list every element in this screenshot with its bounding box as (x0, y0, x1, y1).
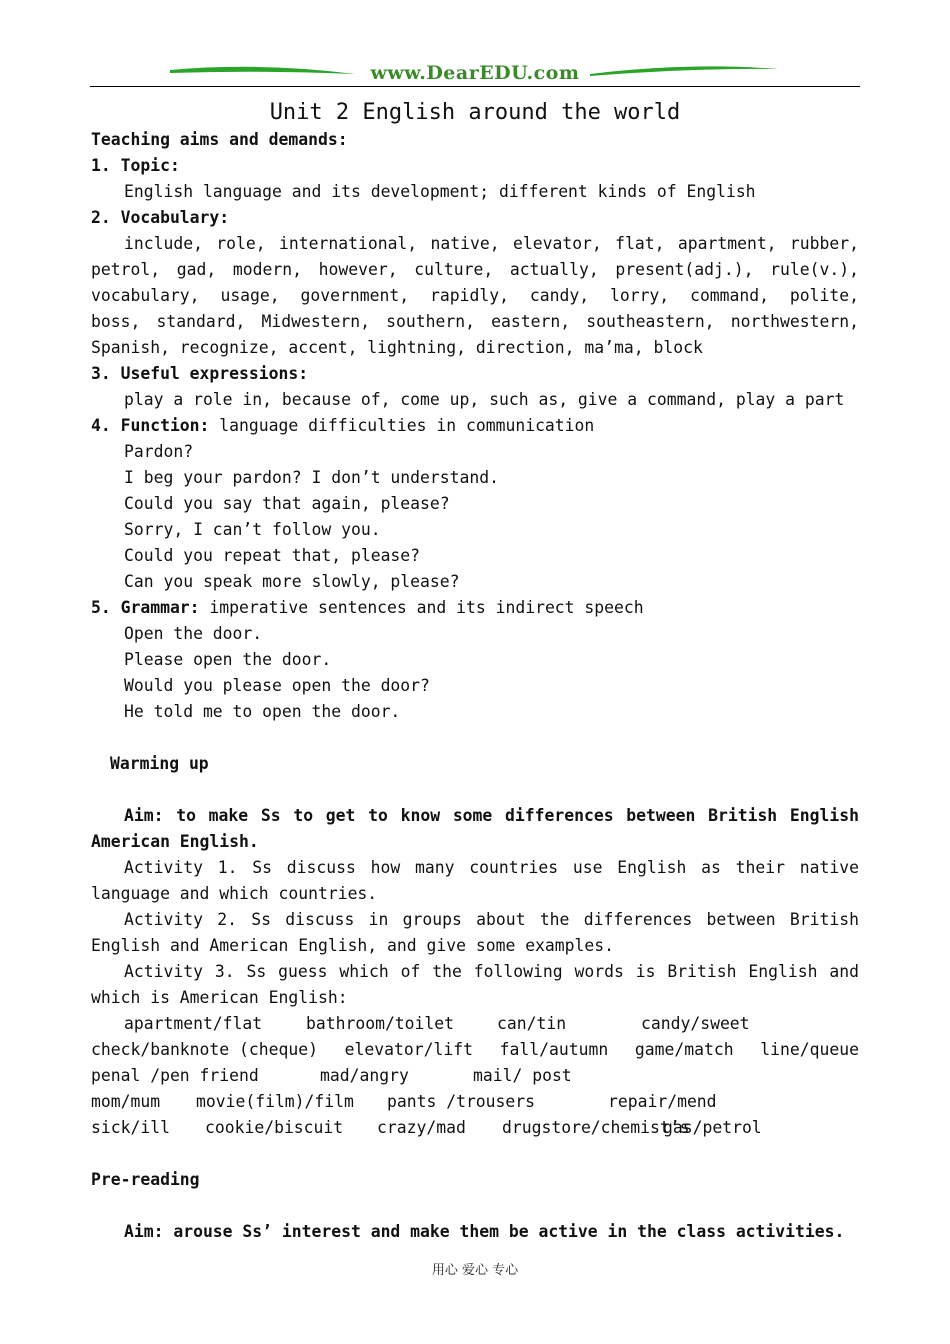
word-pair: mail/ post (473, 1066, 572, 1085)
word-pair: game/match (634, 1040, 734, 1059)
grammar-label: 5. Grammar: (91, 598, 200, 617)
function-label: 4. Function: (91, 416, 210, 435)
word-pair: mad/angry (320, 1066, 409, 1085)
page-footer: 用心 爱心 专心 (431, 1263, 519, 1278)
word-pair: penal /pen friend (91, 1066, 259, 1085)
grammar-example: He told me to open the door. (124, 702, 401, 721)
warming-aim: American English. (91, 832, 259, 851)
site-logo-text[interactable]: www.DearEDU.com (370, 62, 580, 84)
word-pair: crazy/mad (377, 1118, 466, 1137)
function-example: Pardon? (124, 442, 194, 461)
activity-text: English and American English, and give some examples. (91, 936, 615, 955)
word-pair: line/queue (760, 1040, 859, 1059)
word-pair: mom/mum (91, 1092, 161, 1111)
grammar-example: Would you please open the door? (124, 676, 430, 695)
word-pair: candy/sweet (641, 1014, 750, 1033)
vocab-line: Spanish, recognize, accent, lightning, direction, ma’ma, block (91, 338, 703, 357)
word-pair: elevator/lift (344, 1040, 473, 1059)
grammar-example: Please open the door. (124, 650, 332, 669)
header-banner (90, 60, 860, 90)
warming-heading: Warming up (110, 754, 209, 773)
activity-text: language and which countries. (91, 884, 378, 903)
word-pair: drugstore/chemist’s (502, 1118, 690, 1137)
topic-text: English language and its development; different kinds of English (124, 182, 756, 201)
lesson-content (91, 127, 859, 1245)
vocab-line: petrol, gad, modern, however, culture, actually, present(adj.), rule(v.), (91, 260, 859, 279)
word-pair-row (91, 1011, 859, 1037)
function-example: Can you speak more slowly, please? (124, 572, 460, 591)
expressions-label: 3. Useful expressions: (91, 364, 309, 383)
spacer (91, 1141, 859, 1167)
vocab-line: vocabulary, usage, government, rapidly, candy, lorry, command, polite, (91, 286, 859, 305)
grammar-line (91, 595, 859, 621)
word-pair: bathroom/toilet (306, 1014, 455, 1033)
spacer (91, 725, 859, 751)
function-line (91, 413, 859, 439)
prereading-heading: Pre-reading (91, 1170, 200, 1189)
spacer (91, 777, 859, 803)
activity-text: Activity 3. Ss guess which of the following words is British English and (124, 962, 859, 981)
header-rule (90, 86, 860, 87)
grammar-example: Open the door. (124, 624, 263, 643)
word-pair: repair/mend (608, 1092, 717, 1111)
activity-text: which is American English: (91, 988, 348, 1007)
function-text: language difficulties in communication (209, 416, 595, 435)
word-pair: gas/petrol (663, 1118, 762, 1137)
vocab-line: include, role, international, native, elevator, flat, apartment, rubber, (124, 234, 859, 253)
expressions-text: play a role in, because of, come up, such as, give a command, play a part (124, 390, 845, 409)
word-pair-row (91, 1037, 859, 1063)
word-pair: fall/autumn (499, 1040, 609, 1059)
function-example: Could you say that again, please? (124, 494, 450, 513)
activity-text: Activity 2. Ss discuss in groups about the differences between British (124, 910, 859, 929)
warming-aim: Aim: to make Ss to get to know some differences between British English (124, 806, 859, 825)
word-pair-row (91, 1063, 859, 1089)
word-pair: sick/ill (91, 1118, 170, 1137)
vocab-line: boss, standard, Midwestern, southern, eastern, southeastern, northwestern, (91, 312, 859, 331)
word-pair: apartment/flat (124, 1014, 263, 1033)
word-pair: pants /trousers (387, 1092, 536, 1111)
page-title: Unit 2 English around the world (269, 100, 681, 125)
function-example: I beg your pardon? I don’t understand. (124, 468, 499, 487)
function-example: Could you repeat that, please? (124, 546, 421, 565)
vocab-label: 2. Vocabulary: (91, 208, 230, 227)
word-pair: movie(film)/film (196, 1092, 354, 1111)
topic-label: 1. Topic: (91, 156, 180, 175)
function-example: Sorry, I can’t follow you. (124, 520, 381, 539)
aims-heading: Teaching aims and demands: (91, 130, 348, 149)
activity-text: Activity 1. Ss discuss how many countries use English as their native (124, 858, 859, 877)
grammar-text: imperative sentences and its indirect speech (199, 598, 644, 617)
prereading-aim: Aim: arouse Ss’ interest and make them be active in the class activities. (124, 1222, 845, 1241)
word-pair-row (91, 1115, 859, 1141)
word-pair: can/tin (497, 1014, 567, 1033)
word-pair-row (91, 1089, 859, 1115)
spacer (91, 1193, 859, 1219)
word-pair: check/banknote (cheque) (91, 1040, 318, 1059)
word-pair: cookie/biscuit (205, 1118, 344, 1137)
